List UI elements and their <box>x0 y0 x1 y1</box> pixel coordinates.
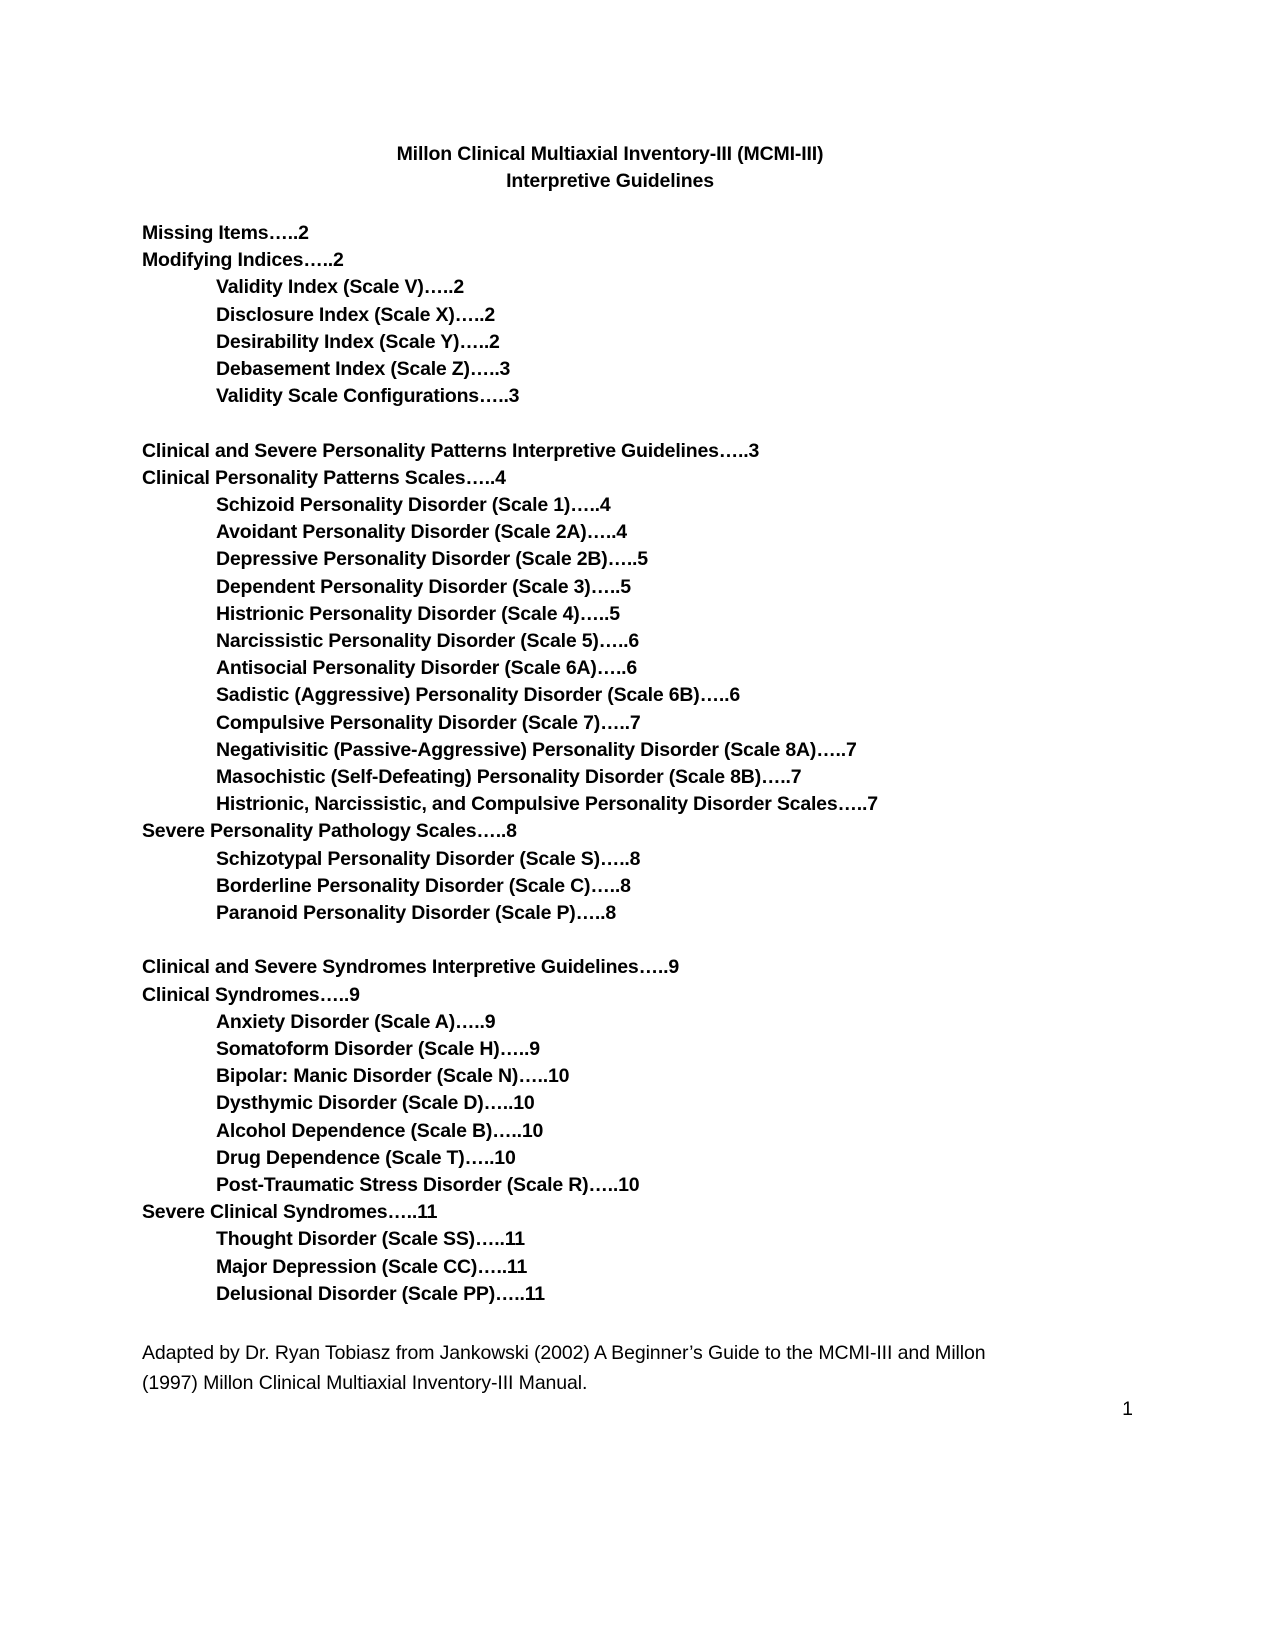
toc-sub-entry[interactable]: Validity Index (Scale V)…..2 <box>216 276 464 299</box>
title-line-1: Millon Clinical Multiaxial Inventory-III (MCMI-III) <box>396 143 824 165</box>
page-title <box>140 141 1080 195</box>
toc-section-entry[interactable]: Clinical and Severe Personality Patterns Interpretive Guidelines…..3 <box>142 439 760 462</box>
toc-sub-entry[interactable]: Dysthymic Disorder (Scale D)…..10 <box>216 1092 535 1115</box>
toc-sub-entry[interactable]: Schizotypal Personality Disorder (Scale S)…..8 <box>216 847 641 870</box>
toc-sub-entry[interactable]: Desirability Index (Scale Y)…..2 <box>216 330 500 353</box>
toc-sub-entry[interactable]: Borderline Personality Disorder (Scale C)…..8 <box>216 874 631 897</box>
toc-sub-entry[interactable]: Masochistic (Self-Defeating) Personality Disorder (Scale 8B)…..7 <box>216 766 802 789</box>
toc-sub-entry[interactable]: Schizoid Personality Disorder (Scale 1)…..4 <box>216 494 611 517</box>
toc-spacer <box>142 410 1132 437</box>
toc-sub-entry[interactable]: Compulsive Personality Disorder (Scale 7)…..7 <box>216 711 641 734</box>
toc-sub-entry[interactable]: Alcohol Dependence (Scale B)…..10 <box>216 1119 544 1142</box>
toc-sub-entry[interactable]: Histrionic Personality Disorder (Scale 4)…..5 <box>216 602 620 625</box>
attribution-line-1: Adapted by Dr. Ryan Tobiasz from Jankowski (2002) A Beginner’s Guide to the MCMI-III and Millon <box>142 1342 986 1364</box>
document-content <box>142 141 1132 1308</box>
toc-sub-entry[interactable]: Drug Dependence (Scale T)…..10 <box>216 1146 516 1169</box>
toc-sub-entry[interactable]: Major Depression (Scale CC)…..11 <box>216 1255 528 1278</box>
toc-sub-entry[interactable]: Narcissistic Personality Disorder (Scale 5)…..6 <box>216 630 640 653</box>
toc-sub-entry[interactable]: Histrionic, Narcissistic, and Compulsive Personality Disorder Scales…..7 <box>216 793 878 816</box>
toc-sub-entry[interactable]: Negativisitic (Passive-Aggressive) Personality Disorder (Scale 8A)…..7 <box>216 738 857 761</box>
toc-sub-entry[interactable]: Post-Traumatic Stress Disorder (Scale R)…..10 <box>216 1174 640 1197</box>
toc-spacer <box>142 927 1132 954</box>
toc-sub-entry[interactable]: Thought Disorder (Scale SS)…..11 <box>216 1228 525 1251</box>
toc-section-entry[interactable]: Modifying Indices…..2 <box>142 249 344 272</box>
toc-sub-entry[interactable]: Somatoform Disorder (Scale H)…..9 <box>216 1038 540 1061</box>
toc-section-entry[interactable]: Severe Clinical Syndromes…..11 <box>142 1201 438 1224</box>
toc-sub-entry[interactable]: Sadistic (Aggressive) Personality Disorder (Scale 6B)…..6 <box>216 684 740 707</box>
toc-sub-entry[interactable]: Antisocial Personality Disorder (Scale 6A)…..6 <box>216 657 638 680</box>
toc-section-entry[interactable]: Clinical Syndromes…..9 <box>142 983 360 1006</box>
toc-sub-entry[interactable]: Bipolar: Manic Disorder (Scale N)…..10 <box>216 1065 570 1088</box>
attribution-line-2: (1997) Millon Clinical Multiaxial Inventory-III Manual. <box>142 1372 588 1394</box>
toc-sub-entry[interactable]: Delusional Disorder (Scale PP)…..11 <box>216 1282 545 1305</box>
title-line-2: Interpretive Guidelines <box>506 170 714 192</box>
toc-section-entry[interactable]: Clinical and Severe Syndromes Interpretive Guidelines…..9 <box>142 956 679 979</box>
toc-sub-entry[interactable]: Disclosure Index (Scale X)…..2 <box>216 303 496 326</box>
toc-sub-entry[interactable]: Debasement Index (Scale Z)…..3 <box>216 358 511 381</box>
toc-section-entry[interactable]: Missing Items…..2 <box>142 222 309 244</box>
toc-sub-entry[interactable]: Paranoid Personality Disorder (Scale P)…..8 <box>216 902 616 925</box>
table-of-contents <box>142 220 1132 1308</box>
toc-section-entry[interactable]: Clinical Personality Patterns Scales…..4 <box>142 466 506 489</box>
toc-sub-entry[interactable]: Dependent Personality Disorder (Scale 3)…..5 <box>216 575 631 598</box>
toc-section-entry[interactable]: Severe Personality Pathology Scales…..8 <box>142 820 517 843</box>
toc-sub-entry[interactable]: Anxiety Disorder (Scale A)…..9 <box>216 1010 496 1033</box>
toc-sub-entry[interactable]: Validity Scale Configurations…..3 <box>216 385 520 408</box>
page-number: 1 <box>1122 1398 1133 1420</box>
toc-sub-entry[interactable]: Avoidant Personality Disorder (Scale 2A)…..4 <box>216 521 627 544</box>
toc-sub-entry[interactable]: Depressive Personality Disorder (Scale 2B)…..5 <box>216 548 648 571</box>
attribution-footer <box>142 1338 1042 1398</box>
